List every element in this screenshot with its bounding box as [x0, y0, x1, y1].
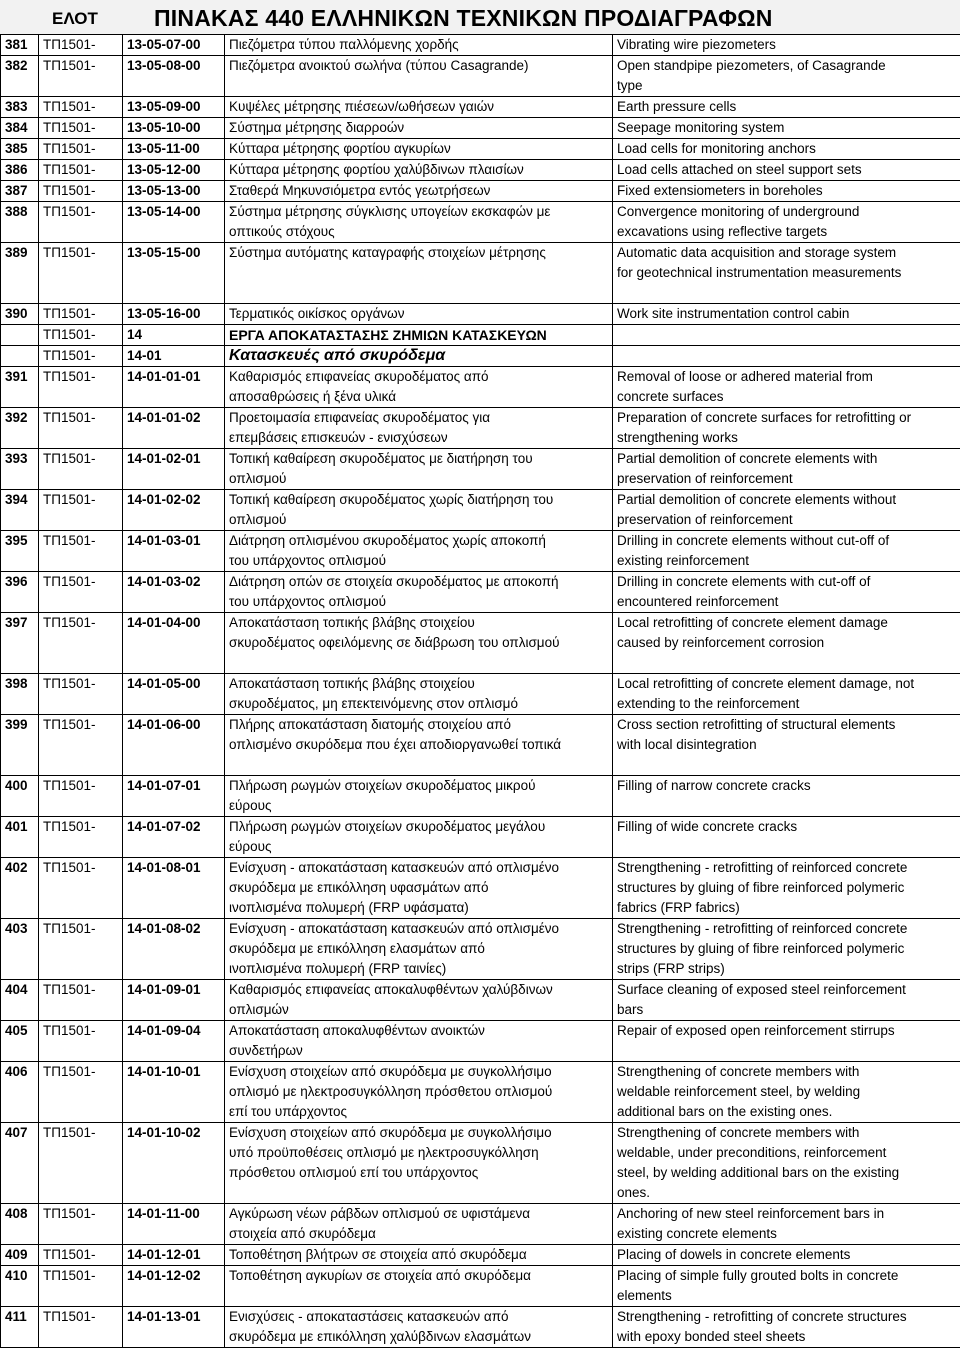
- description-greek: ΕΡΓΑ ΑΠΟΚΑΤΑΣΤΑΣΗΣ ΖΗΜΙΩΝ ΚΑΤΑΣΚΕΥΩΝ: [225, 325, 613, 346]
- spec-prefix: ΤΠ1501-: [39, 325, 123, 346]
- description-english: Seepage monitoring system: [613, 118, 960, 139]
- row-number: 401: [1, 817, 39, 858]
- spec-code: 13-05-12-00: [123, 160, 225, 181]
- spec-prefix: ΤΠ1501-: [39, 346, 123, 367]
- spec-prefix: ΤΠ1501-: [39, 139, 123, 160]
- spec-prefix: ΤΠ1501-: [39, 408, 123, 449]
- table-row: [1, 1062, 960, 1123]
- spec-code: 14-01-08-01: [123, 858, 225, 919]
- description-english: Filling of wide concrete cracks: [613, 817, 960, 858]
- table-row: [1, 490, 960, 531]
- table-row: [1, 1307, 960, 1348]
- spec-prefix: ΤΠ1501-: [39, 1204, 123, 1245]
- description-english: Cross section retrofitting of structural elements with local disintegration: [613, 715, 960, 776]
- description-english: [613, 325, 960, 346]
- spec-code: 14-01-11-00: [123, 1204, 225, 1245]
- row-number: 392: [1, 408, 39, 449]
- row-number: 407: [1, 1123, 39, 1204]
- spec-code: 14: [123, 325, 225, 346]
- spec-code: 13-05-13-00: [123, 181, 225, 202]
- description-greek: Τοπική καθαίρεση σκυροδέματος χωρίς διατήρηση του οπλισμού: [225, 490, 613, 531]
- table-row: [1, 674, 960, 715]
- description-english: Placing of dowels in concrete elements: [613, 1245, 960, 1266]
- section-subheading-row: [1, 346, 960, 367]
- description-english: Partial demolition of concrete elements without preservation of reinforcement: [613, 490, 960, 531]
- description-english: Strengthening - retrofitting of reinforced concrete structures by gluing of fibre reinforced polymeric fabrics (FRP fabrics): [613, 858, 960, 919]
- table-row: [1, 449, 960, 490]
- description-greek: Κυψέλες μέτρησης πιέσεων/ωθήσεων γαιών: [225, 97, 613, 118]
- page-header: [0, 0, 960, 35]
- description-greek: Κατασκευές από σκυρόδεμα: [225, 346, 613, 367]
- description-english: Surface cleaning of exposed steel reinforcement bars: [613, 980, 960, 1021]
- description-greek: Ενισχύσεις - αποκαταστάσεις κατασκευών από σκυρόδεμα με επικόλληση χαλύβδινων ελασμάτων: [225, 1307, 613, 1348]
- spec-prefix: ΤΠ1501-: [39, 980, 123, 1021]
- spec-prefix: ΤΠ1501-: [39, 304, 123, 325]
- row-number: 406: [1, 1062, 39, 1123]
- table-row: [1, 919, 960, 980]
- spec-prefix: ΤΠ1501-: [39, 613, 123, 674]
- description-greek: Ενίσχυση - αποκατάσταση κατασκευών από οπλισμένο σκυρόδεμα με επικόλληση ελασμάτων από ινοπλισμένα πολυμερή (FRP ταινίες): [225, 919, 613, 980]
- table-row: [1, 304, 960, 325]
- spec-code: 14-01-10-01: [123, 1062, 225, 1123]
- spec-code: 13-05-07-00: [123, 35, 225, 56]
- description-greek: Αποκατάσταση αποκαλυφθέντων ανοικτών συνδετήρων: [225, 1021, 613, 1062]
- spec-code: 13-05-10-00: [123, 118, 225, 139]
- spec-prefix: ΤΠ1501-: [39, 97, 123, 118]
- description-english: Drilling in concrete elements without cut-off of existing reinforcement: [613, 531, 960, 572]
- spec-prefix: ΤΠ1501-: [39, 1123, 123, 1204]
- description-greek: Αγκύρωση νέων ράβδων οπλισμού σε υφιστάμενα στοιχεία από σκυρόδεμα: [225, 1204, 613, 1245]
- description-english: Local retrofitting of concrete element damage, not extending to the reinforcement: [613, 674, 960, 715]
- spec-prefix: ΤΠ1501-: [39, 715, 123, 776]
- description-greek: Πιεζόμετρα ανοικτού σωλήνα (τύπου Casagrande): [225, 56, 613, 97]
- table-row: [1, 367, 960, 408]
- spec-prefix: ΤΠ1501-: [39, 243, 123, 304]
- specifications-table: [0, 34, 960, 1348]
- spec-code: 14-01-12-02: [123, 1266, 225, 1307]
- table-row: [1, 118, 960, 139]
- description-english: Load cells for monitoring anchors: [613, 139, 960, 160]
- spec-prefix: ΤΠ1501-: [39, 1245, 123, 1266]
- description-greek: Διάτρηση οπλισμένου σκυροδέματος χωρίς αποκοπή του υπάρχοντος οπλισμού: [225, 531, 613, 572]
- table-row: [1, 56, 960, 97]
- section-heading-row: [1, 325, 960, 346]
- description-english: Placing of simple fully grouted bolts in concrete elements: [613, 1266, 960, 1307]
- spec-prefix: ΤΠ1501-: [39, 181, 123, 202]
- spec-code: 13-05-14-00: [123, 202, 225, 243]
- spec-code: 13-05-11-00: [123, 139, 225, 160]
- spec-prefix: ΤΠ1501-: [39, 367, 123, 408]
- spec-code: 14-01-05-00: [123, 674, 225, 715]
- row-number: [1, 325, 39, 346]
- spec-prefix: ΤΠ1501-: [39, 776, 123, 817]
- description-greek: Αποκατάσταση τοπικής βλάβης στοιχείου σκυροδέματος, μη επεκτεινόμενης στον οπλισμό: [225, 674, 613, 715]
- row-number: 411: [1, 1307, 39, 1348]
- spec-code: 14-01-09-01: [123, 980, 225, 1021]
- table-row: [1, 202, 960, 243]
- description-english: Partial demolition of concrete elements with preservation of reinforcement: [613, 449, 960, 490]
- spec-prefix: ΤΠ1501-: [39, 919, 123, 980]
- spec-code: 14-01-07-01: [123, 776, 225, 817]
- description-english: Strengthening - retrofitting of reinforced concrete structures by gluing of fibre reinforced polymeric strips (FRP strips): [613, 919, 960, 980]
- spec-prefix: ΤΠ1501-: [39, 35, 123, 56]
- row-number: 409: [1, 1245, 39, 1266]
- spec-code: 14-01-01-02: [123, 408, 225, 449]
- spec-code: 13-05-15-00: [123, 243, 225, 304]
- description-english: Strengthening of concrete members with weldable reinforcement steel, by welding additional bars on the existing ones.: [613, 1062, 960, 1123]
- description-english: Earth pressure cells: [613, 97, 960, 118]
- spec-prefix: ΤΠ1501-: [39, 56, 123, 97]
- table-row: [1, 181, 960, 202]
- spec-prefix: ΤΠ1501-: [39, 202, 123, 243]
- row-number: 393: [1, 449, 39, 490]
- description-greek: Διάτρηση οπών σε στοιχεία σκυροδέματος με αποκοπή του υπάρχοντος οπλισμού: [225, 572, 613, 613]
- table-row: [1, 531, 960, 572]
- spec-prefix: ΤΠ1501-: [39, 858, 123, 919]
- table-row: [1, 817, 960, 858]
- spec-prefix: ΤΠ1501-: [39, 817, 123, 858]
- spec-code: 14-01-07-02: [123, 817, 225, 858]
- description-english: Fixed extensiometers in boreholes: [613, 181, 960, 202]
- spec-code: 14-01-08-02: [123, 919, 225, 980]
- description-greek: Τοποθέτηση αγκυρίων σε στοιχεία από σκυρόδεμα: [225, 1266, 613, 1307]
- description-greek: Αποκατάσταση τοπικής βλάβης στοιχείου σκυροδέματος οφειλόμενης σε διάβρωση του οπλισμού: [225, 613, 613, 674]
- spec-code: 14-01-01-01: [123, 367, 225, 408]
- description-english: Load cells attached on steel support sets: [613, 160, 960, 181]
- table-row: [1, 243, 960, 304]
- row-number: 388: [1, 202, 39, 243]
- row-number: 404: [1, 980, 39, 1021]
- description-greek: Πλήρωση ρωγμών στοιχείων σκυροδέματος μικρού εύρους: [225, 776, 613, 817]
- description-greek: Προετοιμασία επιφανείας σκυροδέματος για επεμβάσεις επισκευών - ενισχύσεων: [225, 408, 613, 449]
- table-row: [1, 980, 960, 1021]
- row-number: 410: [1, 1266, 39, 1307]
- specifications-table-body: [1, 35, 960, 1348]
- spec-prefix: ΤΠ1501-: [39, 674, 123, 715]
- spec-prefix: ΤΠ1501-: [39, 1307, 123, 1348]
- table-row: [1, 1245, 960, 1266]
- description-greek: Καθαρισμός επιφανείας αποκαλυφθέντων χαλύβδινων οπλισμών: [225, 980, 613, 1021]
- spec-prefix: ΤΠ1501-: [39, 1266, 123, 1307]
- row-number: 405: [1, 1021, 39, 1062]
- spec-code: 14-01-03-02: [123, 572, 225, 613]
- description-greek: Σύστημα αυτόματης καταγραφής στοιχείων μέτρησης: [225, 243, 613, 304]
- description-greek: Πιεζόμετρα τύπου παλλόμενης χορδής: [225, 35, 613, 56]
- spec-code: 14-01-02-01: [123, 449, 225, 490]
- description-english: Repair of exposed open reinforcement stirrups: [613, 1021, 960, 1062]
- table-row: [1, 160, 960, 181]
- spec-code: 14-01-13-01: [123, 1307, 225, 1348]
- row-number: 394: [1, 490, 39, 531]
- description-greek: Ενίσχυση στοιχείων από σκυρόδεμα με συγκολλήσιμο υπό προϋποθέσεις οπλισμό με ηλεκτροσυγκόλληση πρόσθετου οπλισμού επί του υπάρχοντος: [225, 1123, 613, 1204]
- spec-code: 14-01-09-04: [123, 1021, 225, 1062]
- description-greek: Σύστημα μέτρησης σύγκλισης υπογείων εκσκαφών με οπτικούς στόχους: [225, 202, 613, 243]
- table-row: [1, 97, 960, 118]
- row-number: [1, 346, 39, 367]
- table-row: [1, 35, 960, 56]
- table-row: [1, 1123, 960, 1204]
- spec-code: 14-01: [123, 346, 225, 367]
- spec-prefix: ΤΠ1501-: [39, 160, 123, 181]
- description-greek: Πλήρωση ρωγμών στοιχείων σκυροδέματος μεγάλου εύρους: [225, 817, 613, 858]
- description-greek: Σύστημα μέτρησης διαρροών: [225, 118, 613, 139]
- row-number: 400: [1, 776, 39, 817]
- description-english: Local retrofitting of concrete element damage caused by reinforcement corrosion: [613, 613, 960, 674]
- description-english: Vibrating wire piezometers: [613, 35, 960, 56]
- row-number: 381: [1, 35, 39, 56]
- spec-code: 14-01-03-01: [123, 531, 225, 572]
- row-number: 408: [1, 1204, 39, 1245]
- table-row: [1, 1266, 960, 1307]
- spec-prefix: ΤΠ1501-: [39, 531, 123, 572]
- table-row: [1, 858, 960, 919]
- row-number: 389: [1, 243, 39, 304]
- description-greek: Τοπική καθαίρεση σκυροδέματος με διατήρηση του οπλισμού: [225, 449, 613, 490]
- description-greek: Ενίσχυση - αποκατάσταση κατασκευών από οπλισμένο σκυρόδεμα με επικόλληση υφασμάτων από ινοπλισμένα πολυμερή (FRP υφάσματα): [225, 858, 613, 919]
- spec-prefix: ΤΠ1501-: [39, 490, 123, 531]
- spec-code: 14-01-02-02: [123, 490, 225, 531]
- description-english: [613, 346, 960, 367]
- spec-code: 14-01-04-00: [123, 613, 225, 674]
- organization-label: ΕΛΟΤ: [52, 9, 98, 29]
- description-english: Open standpipe piezometers, of Casagrande type: [613, 56, 960, 97]
- spec-prefix: ΤΠ1501-: [39, 449, 123, 490]
- description-greek: Σταθερά Μηκυνσιόμετρα εντός γεωτρήσεων: [225, 181, 613, 202]
- row-number: 398: [1, 674, 39, 715]
- description-greek: Ενίσχυση στοιχείων από σκυρόδεμα με συγκολλήσιμο οπλισμό με ηλεκτροσυγκόλληση πρόσθετου οπλισμού επί του υπάρχοντος: [225, 1062, 613, 1123]
- description-greek: Κύτταρα μέτρησης φορτίου χαλύβδινων πλαισίων: [225, 160, 613, 181]
- spec-code: 14-01-10-02: [123, 1123, 225, 1204]
- spec-prefix: ΤΠ1501-: [39, 118, 123, 139]
- table-row: [1, 1204, 960, 1245]
- description-english: Drilling in concrete elements with cut-off of encountered reinforcement: [613, 572, 960, 613]
- spec-prefix: ΤΠ1501-: [39, 1062, 123, 1123]
- description-english: Strengthening of concrete members with weldable, under preconditions, reinforcement steel, by welding additional bars on the existing ones.: [613, 1123, 960, 1204]
- row-number: 385: [1, 139, 39, 160]
- row-number: 390: [1, 304, 39, 325]
- row-number: 387: [1, 181, 39, 202]
- description-english: Anchoring of new steel reinforcement bars in existing concrete elements: [613, 1204, 960, 1245]
- row-number: 396: [1, 572, 39, 613]
- row-number: 384: [1, 118, 39, 139]
- row-number: 395: [1, 531, 39, 572]
- description-greek: Κύτταρα μέτρησης φορτίου αγκυρίων: [225, 139, 613, 160]
- spec-code: 13-05-08-00: [123, 56, 225, 97]
- description-english: Preparation of concrete surfaces for retrofitting or strengthening works: [613, 408, 960, 449]
- table-row: [1, 715, 960, 776]
- description-english: Automatic data acquisition and storage system for geotechnical instrumentation measurements: [613, 243, 960, 304]
- spec-code: 13-05-09-00: [123, 97, 225, 118]
- page-title: ΠΙΝΑΚΑΣ 440 ΕΛΛΗΝΙΚΩΝ ΤΕΧΝΙΚΩΝ ΠΡΟΔΙΑΓΡΑΦΩΝ: [154, 5, 773, 32]
- row-number: 391: [1, 367, 39, 408]
- row-number: 402: [1, 858, 39, 919]
- description-greek: Τοποθέτηση βλήτρων σε στοιχεία από σκυρόδεμα: [225, 1245, 613, 1266]
- spec-prefix: ΤΠ1501-: [39, 572, 123, 613]
- table-row: [1, 1021, 960, 1062]
- description-english: Strengthening - retrofitting of concrete structures with epoxy bonded steel sheets: [613, 1307, 960, 1348]
- description-greek: Τερματικός οικίσκος οργάνων: [225, 304, 613, 325]
- row-number: 382: [1, 56, 39, 97]
- row-number: 399: [1, 715, 39, 776]
- spec-prefix: ΤΠ1501-: [39, 1021, 123, 1062]
- row-number: 403: [1, 919, 39, 980]
- description-english: Removal of loose or adhered material from concrete surfaces: [613, 367, 960, 408]
- table-row: [1, 408, 960, 449]
- spec-code: 13-05-16-00: [123, 304, 225, 325]
- description-english: Work site instrumentation control cabin: [613, 304, 960, 325]
- description-greek: Πλήρης αποκατάσταση διατομής στοιχείου από οπλισμένο σκυρόδεμα που έχει αποδιοργανωθεί τοπικά: [225, 715, 613, 776]
- spec-code: 14-01-12-01: [123, 1245, 225, 1266]
- row-number: 397: [1, 613, 39, 674]
- row-number: 383: [1, 97, 39, 118]
- description-english: Convergence monitoring of underground excavations using reflective targets: [613, 202, 960, 243]
- description-english: Filling of narrow concrete cracks: [613, 776, 960, 817]
- table-row: [1, 613, 960, 674]
- spec-code: 14-01-06-00: [123, 715, 225, 776]
- table-row: [1, 572, 960, 613]
- description-greek: Καθαρισμός επιφανείας σκυροδέματος από αποσαθρώσεις ή ξένα υλικά: [225, 367, 613, 408]
- table-row: [1, 139, 960, 160]
- table-row: [1, 776, 960, 817]
- row-number: 386: [1, 160, 39, 181]
